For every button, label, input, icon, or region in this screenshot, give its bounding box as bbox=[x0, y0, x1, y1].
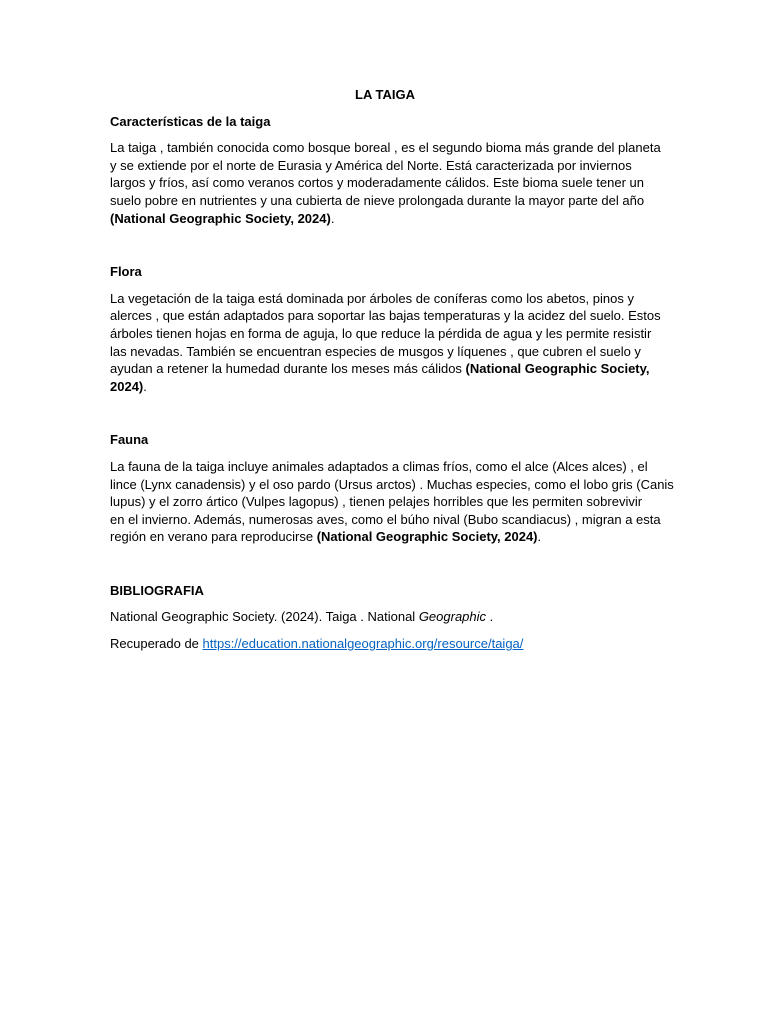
paragraph-line: largos y fríos, así como veranos cortos y moderadamente cálidos. Este bioma suele tener un bbox=[110, 175, 644, 191]
paragraph-flora bbox=[110, 290, 660, 396]
section-heading-flora: Flora bbox=[110, 264, 142, 280]
paragraph-line: lince (Lynx canadensis) y el oso pardo (Ursus arctos) . Muchas especies, como el lobo gris (Canis bbox=[110, 476, 674, 492]
retrieved-label: Recuperado de bbox=[110, 636, 203, 652]
document-title: LA TAIGA bbox=[355, 87, 415, 102]
document-page bbox=[110, 86, 674, 662]
citation: 2024) bbox=[110, 378, 144, 394]
section-heading-fauna: Fauna bbox=[110, 432, 149, 448]
section-heading-caracteristicas: Características de la taiga bbox=[110, 113, 271, 129]
paragraph-line: las nevadas. También se encuentran especies de musgos y líquenes , que cubren el suelo y bbox=[110, 343, 641, 359]
paragraph-text: región en verano para reproducirse bbox=[110, 529, 317, 545]
bibliography-reference bbox=[110, 608, 660, 626]
paragraph-line: en el invierno. Además, numerosas aves, como el búho nival (Bubo scandiacus) , migran a esta bbox=[110, 511, 661, 527]
reference-end: . bbox=[486, 609, 494, 625]
citation: (National Geographic Society, 2024) bbox=[316, 529, 538, 545]
citation: (National Geographic Society, 2024) bbox=[110, 210, 331, 226]
paragraph-line bbox=[110, 360, 660, 378]
spacer bbox=[110, 555, 660, 582]
paragraph-line-last bbox=[110, 210, 660, 228]
paragraph-line: suelo pobre en nutrientes y una cubierta de nieve prolongada durante la mayor parte del año bbox=[110, 192, 645, 208]
reference-italic: Geographic bbox=[418, 609, 487, 625]
paragraph-fauna bbox=[110, 458, 674, 546]
spacer bbox=[110, 236, 660, 263]
paragraph-line-last bbox=[110, 378, 660, 396]
citation: (National Geographic Society, bbox=[465, 361, 650, 377]
reference-text: National Geographic Society. (2024). Taiga . National bbox=[110, 609, 419, 625]
period: . bbox=[537, 529, 542, 545]
spacer bbox=[110, 404, 660, 431]
section-heading-bibliografia: BIBLIOGRAFIA bbox=[110, 582, 204, 598]
period: . bbox=[330, 210, 335, 226]
paragraph-line-last bbox=[110, 528, 660, 546]
paragraph-line: La fauna de la taiga incluye animales adaptados a climas fríos, como el alce (Alces alces) , el bbox=[110, 458, 648, 474]
paragraph-caracteristicas bbox=[110, 139, 660, 227]
paragraph-line: La vegetación de la taiga está dominada por árboles de coníferas como los abetos, pinos y bbox=[110, 290, 634, 306]
period: . bbox=[143, 378, 147, 394]
paragraph-line: árboles tienen hojas en forma de aguja, lo que reduce la pérdida de agua y les permite resistir bbox=[110, 325, 652, 341]
reference-url-link[interactable]: https://education.nationalgeographic.org/resource/taiga/ bbox=[202, 636, 524, 652]
paragraph-line: lupus) y el zorro ártico (Vulpes lagopus) , tienen pelajes horribles que les permiten sobrevivir bbox=[110, 494, 643, 510]
bibliography-retrieved bbox=[110, 635, 660, 653]
paragraph-text: ayudan a retener la humedad durante los meses más cálidos bbox=[110, 361, 466, 377]
paragraph-line: alerces , que están adaptados para soportar las bajas temperaturas y la acidez del suelo. Estos bbox=[110, 308, 661, 324]
paragraph-line: La taiga , también conocida como bosque boreal , es el segundo bioma más grande del planeta bbox=[110, 140, 661, 156]
paragraph-line: y se extiende por el norte de Eurasia y América del Norte. Está caracterizada por inviernos bbox=[110, 157, 632, 173]
